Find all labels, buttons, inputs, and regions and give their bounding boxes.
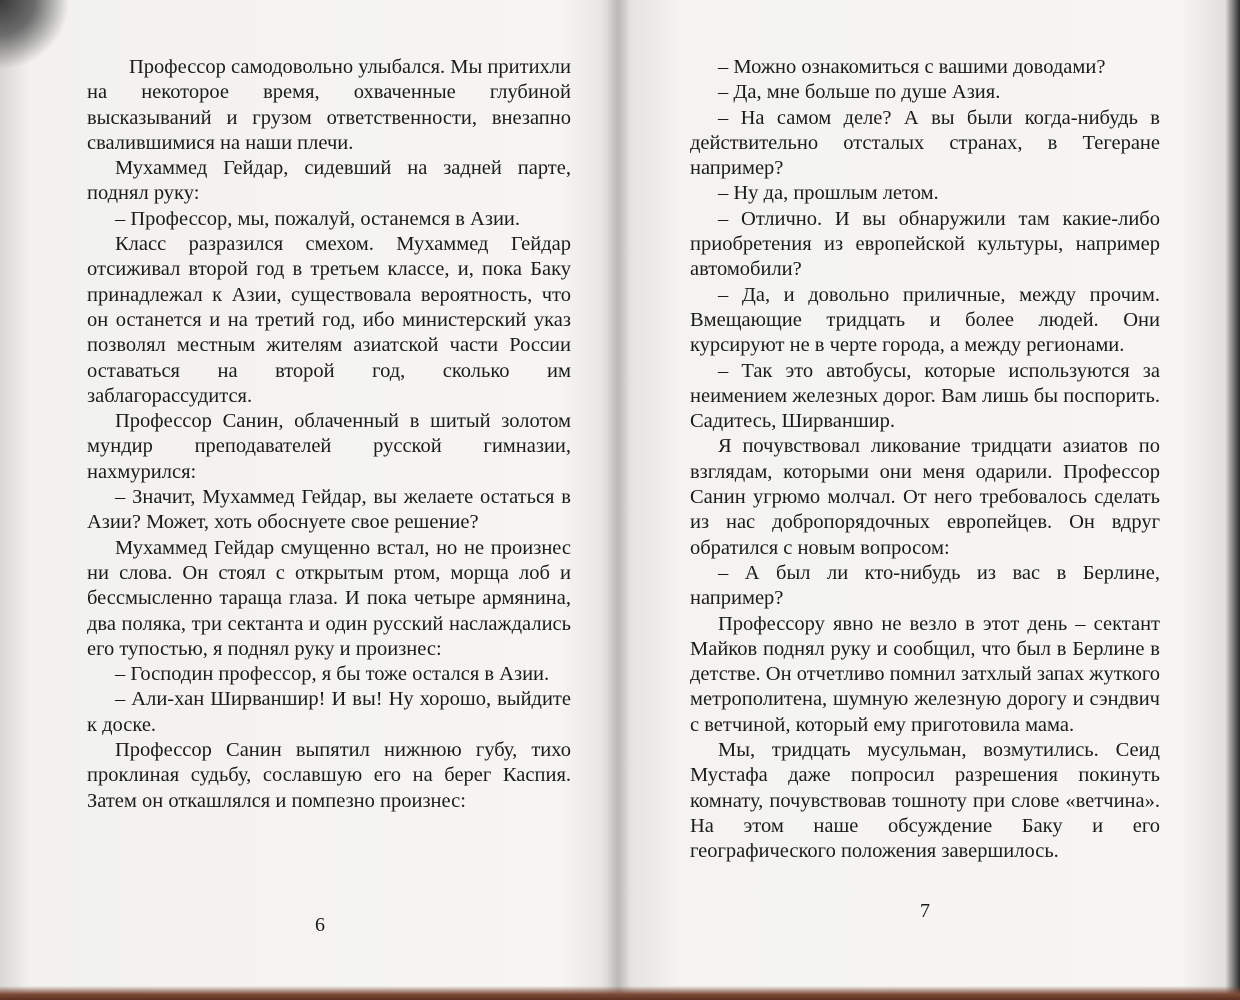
right-page-number: 7 [920, 900, 930, 922]
paragraph: – Отлично. И вы обнаружили там какие-либо приобретения из европейской культуры, например автомобили? [690, 207, 1160, 281]
paragraph: Мухаммед Гейдар, сидевший на задней парте, поднял руку: [87, 157, 571, 205]
right-page-text [690, 55, 1160, 865]
paragraph: – На самом деле? А вы были когда-нибудь в действительно отсталых странах, в Тегеране например? [690, 106, 1160, 180]
paragraph: Я почувствовал ликование тридцати азиатов по взглядам, которыми они меня одарили. Профессор Санин угрюмо молчал. От него требовалось сделать из нас добропорядочных европейцев. Он вдруг обратился с новым вопросом: [690, 435, 1160, 559]
paragraph: – Можно ознакомиться с вашими доводами? [718, 56, 1106, 78]
paragraph: – Так это автобусы, которые используются за неимением железных дорог. Вам лишь бы поспорить. Садитесь, Ширваншир. [690, 359, 1160, 433]
book-gutter [606, 0, 630, 1000]
paragraph: – Ну да, прошлым летом. [718, 182, 939, 205]
paragraph: – Значит, Мухаммед Гейдар, вы желаете остаться в Азии? Может, хоть обоснуете свое решение? [87, 486, 571, 534]
paragraph: Профессору явно не везло в этот день – сектант Майков поднял руку и сообщил, что был в Берлине в детстве. Он отчетливо помнил затхлый запах жуткого метрополитена, шумную железную дорогу и сэндвич с ветчиной, который ему приготовила мама. [690, 612, 1160, 736]
paragraph: Профессор самодовольно улыбался. Мы притихли на некоторое время, охваченные глубиной высказываний и грузом ответственности, внезапно свалившимися на наши плечи. [87, 56, 571, 154]
paragraph: – Господин профессор, я бы тоже остался в Азии. [115, 663, 550, 686]
paragraph: Профессор Санин, облаченный в шитый золотом мундир преподавателей русской гимназии, нахмурился: [87, 410, 571, 483]
left-page-number: 6 [315, 914, 325, 936]
paragraph: Профессор Санин выпятил нижнюю губу, тихо проклиная судьбу, сославшую его на берег Каспия. Затем он откашлялся и помпезно произнес: [87, 739, 571, 812]
paragraph: Класс разразился смехом. Мухаммед Гейдар отсиживал второй год в третьем классе, и, пока Баку принадлежал к Азии, существовала вероятность, что он останется и на третий год, ибо министерский указ позволял местным жителям азиатской части России оставаться на второй год, сколько им заблагорассудится. [87, 233, 571, 407]
scan-corner-shadow [0, 0, 70, 70]
paragraph: – Али-хан Ширваншир! И вы! Ну хорошо, выйдите к доске. [87, 688, 571, 736]
left-page-text [87, 55, 571, 814]
paragraph: – Профессор, мы, пожалуй, останемся в Азии. [115, 207, 521, 230]
paragraph: Мухаммед Гейдар смущенно встал, но не произнес ни слова. Он стоял с открытым ртом, морща лоб и бессмысленно тараща глаза. И пока четыре армянина, два поляка, три сектанта и один русский наслаждались его тупостью, я поднял руку и произнес: [87, 536, 571, 660]
paragraph: – А был ли кто-нибудь из вас в Берлине, например? [690, 561, 1160, 610]
scan-bottom-edge [0, 986, 1240, 1000]
paragraph: Мы, тридцать мусульман, возмутились. Сеид Мустафа даже попросил разрешения покинуть комнату, почувствовав тошноту при слове «ветчина». На этом наше обсуждение Баку и его географического положения завершилось. [690, 739, 1160, 863]
paragraph: – Да, мне больше по душе Азия. [718, 81, 1001, 104]
paragraph: – Да, и довольно приличные, между прочим. Вмещающие тридцать и более людей. Они курсируют не в черте города, а между регионами. [690, 283, 1160, 357]
